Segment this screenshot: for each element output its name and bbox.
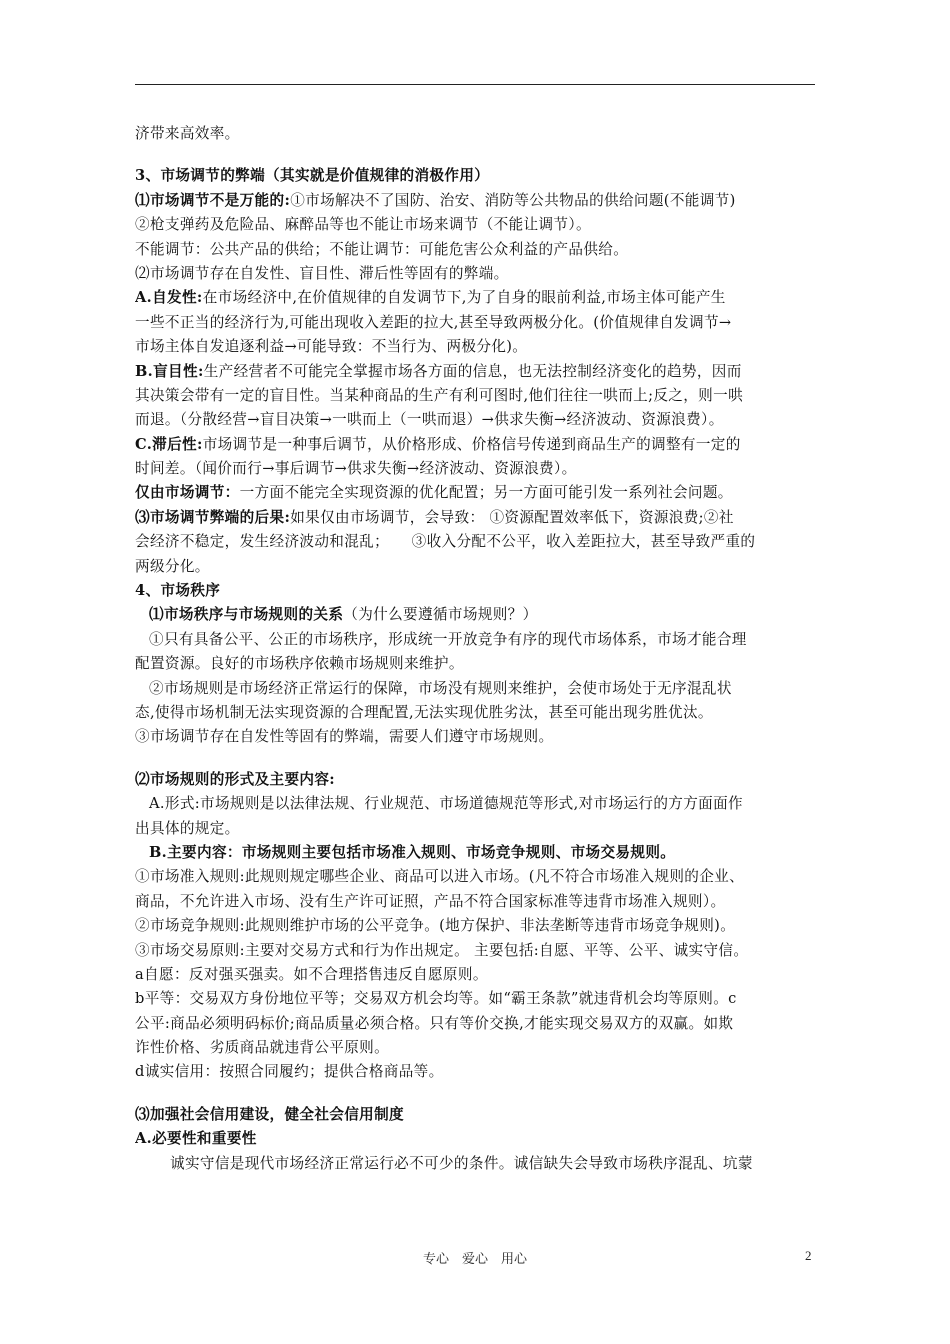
line-text: 其决策会带有一定的盲目性。当某种商品的生产有利可图时,他们往往一哄而上;反之，则一哄 [135, 386, 744, 404]
text-line [135, 335, 817, 359]
line-text: ①市场准入规则:此规则规定哪些企业、商品可以进入市场。(凡不符合市场准入规则的企业、 [135, 868, 745, 886]
line-text: ⑵市场调节存在自发性、盲目性、滞后性等固有的弊端。 [135, 264, 509, 282]
line-text: ③市场交易原则:主要对交易方式和行为作出规定。 主要包括:自愿、平等、公平、诚实守信。 [135, 941, 749, 959]
text-line [135, 555, 817, 579]
line-text: 商品，不允许进入市场、没有生产许可证照，产品不符合国家标准等违背市场准入规则）。 [135, 892, 726, 910]
text-line [135, 238, 817, 262]
text-line [135, 725, 817, 749]
text-line [135, 122, 817, 146]
bold-label: B.盲目性: [135, 362, 204, 380]
paragraph-gap [135, 1085, 817, 1103]
text-line [135, 1152, 817, 1176]
text-line [135, 677, 817, 701]
bold-label: ⑴市场调节不是万能的: [135, 191, 291, 209]
line-text: ②市场竞争规则:此规则维护市场的公平竞争。(地方保护、非法垄断等违背市场竞争规则)。 [135, 917, 736, 935]
paragraph-gap [135, 146, 817, 164]
line-text: ③市场调节存在自发性等固有的弊端，需要人们遵守市场规则。 [135, 728, 554, 746]
text-line [135, 506, 817, 530]
line-text: 不能调节：公共产品的供给；不能让调节：可能危害公众利益的产品供给。 [135, 240, 629, 258]
text-line [135, 481, 817, 505]
paragraph-gap [135, 750, 817, 768]
text-line [135, 603, 817, 627]
document-body [135, 122, 817, 1176]
line-text: 济带来高效率。 [135, 125, 240, 142]
line-text: A.形式:市场规则是以法律法规、行业规范、市场道德规范等形式,对市场运行的方方面面作 [149, 795, 743, 813]
section-heading [135, 1103, 817, 1127]
bold-label: C.滞后性: [135, 435, 203, 453]
text-line [135, 987, 817, 1011]
line-text: 时间差。（闻价而行→事后调节→供求失衡→经济波动、资源浪费）。 [135, 460, 577, 478]
text-line [135, 890, 817, 914]
text-line [135, 311, 817, 335]
bold-label: 仅由市场调节： [135, 484, 240, 502]
text-line [135, 1060, 817, 1084]
line-text: 而退。（分散经营→盲目决策→一哄而上（一哄而退）→供求失衡→经济波动、资源浪费）。 [135, 411, 724, 429]
text-line [135, 433, 817, 457]
bold-label: A.必要性和重要性 [135, 1130, 257, 1148]
bold-label: 4、市场秩序 [135, 582, 221, 600]
bold-label: ⑵市场规则的形式及主要内容: [135, 770, 336, 788]
text-line [135, 1036, 817, 1060]
bold-label: ⑴市场秩序与市场规则的关系 [149, 606, 344, 624]
line-text: 诈性价格、劣质商品就违背公平原则。 [135, 1039, 390, 1057]
line-text: a自愿：反对强买强卖。如不合理搭售违反自愿原则。 [135, 965, 488, 983]
text-line [135, 530, 817, 554]
line-text: 公平:商品必须明码标价;商品质量必须合格。只有等价交换,才能实现交易双方的双赢。如欺 [135, 1014, 734, 1032]
bold-label: B.主要内容：市场规则主要包括市场准入规则、市场竞争规则、市场交易规则。 [149, 843, 676, 861]
text-line [135, 1012, 817, 1036]
bold-label: ⑶市场调节弊端的后果: [135, 508, 291, 526]
text-line [135, 865, 817, 889]
line-text: 出具体的规定。 [135, 819, 240, 837]
line-text: 生产经营者不可能完全掌握市场各方面的信息，也无法控制经济变化的趋势，因而 [203, 362, 742, 380]
line-text: ②枪支弹药及危险品、麻醉品等也不能让市场来调节（不能让调节）。 [135, 216, 591, 234]
text-line [135, 408, 817, 432]
line-text: 一方面不能完全实现资源的优化配置；另一方面可能引发一系列社会问题。 [239, 484, 733, 502]
section-heading [135, 164, 817, 188]
line-text: 配置资源。良好的市场秩序依赖市场规则来维护。 [135, 655, 464, 673]
line-text: b平等：交易双方身份地位平等；交易双方机会均等。如“霸王条款”就违背机会均等原则。c [135, 990, 737, 1008]
text-line [135, 213, 817, 237]
text-line [135, 701, 817, 725]
line-text: （为什么要遵循市场规则？） [343, 606, 538, 624]
line-text: 市场调节是一种事后调节，从价格形成、价格信号传递到商品生产的调整有一定的 [202, 435, 741, 453]
text-line [135, 914, 817, 938]
line-text: 态,使得市场机制无法实现资源的合理配置,无法实现优胜劣汰，甚至可能出现劣胜优汰。 [135, 703, 713, 721]
line-text: 一些不正当的经济行为,可能出现收入差距的拉大,甚至导致两极分化。(价值规律自发调节→ [135, 313, 732, 331]
text-line [135, 628, 817, 652]
section-heading [135, 579, 817, 603]
bold-label: ⑶加强社会信用建设，健全社会信用制度 [135, 1105, 404, 1123]
bold-label: A.自发性: [135, 289, 203, 307]
line-text: 两级分化。 [135, 557, 210, 575]
line-text: 如果仅由市场调节，会导致： ①资源配置效率低下，资源浪费;②社 [290, 508, 734, 526]
text-line [135, 963, 817, 987]
text-line [135, 792, 817, 816]
text-line [135, 189, 817, 213]
line-text: d诚实信用：按照合同履约；提供合格商品等。 [135, 1063, 444, 1081]
text-line [135, 262, 817, 286]
text-line [135, 286, 817, 310]
section-heading [135, 768, 817, 792]
text-line [135, 939, 817, 963]
line-text: 会经济不稳定，发生经济波动和混乱； ③收入分配不公平，收入差距拉大，甚至导致严重的 [135, 533, 756, 551]
section-heading [135, 841, 817, 865]
text-line [135, 457, 817, 481]
text-line [135, 817, 817, 841]
text-line [135, 384, 817, 408]
line-text: ①只有具备公平、公正的市场秩序，形成统一开放竞争有序的现代市场体系，市场才能合理 [149, 630, 747, 648]
line-text: 在市场经济中,在价值规律的自发调节下,为了自身的眼前利益,市场主体可能产生 [202, 289, 726, 307]
line-text: 诚实守信是现代市场经济正常运行必不可少的条件。诚信缺失会导致市场秩序混乱、坑蒙 [170, 1154, 753, 1172]
page-number: 2 [805, 1248, 812, 1263]
bold-label: 3、市场调节的弊端（其实就是价值规律的消极作用） [135, 167, 490, 185]
text-line [135, 652, 817, 676]
section-heading [135, 1127, 817, 1151]
text-line [135, 360, 817, 384]
line-text: ①市场解决不了国防、治安、消防等公共物品的供给问题(不能调节) [290, 191, 736, 209]
header-rule [135, 84, 815, 85]
line-text: 市场主体自发追逐利益→可能导致：不当行为、两极分化)。 [135, 338, 528, 356]
line-text: ②市场规则是市场经济正常运行的保障，市场没有规则来维护，会使市场处于无序混乱状 [149, 679, 732, 697]
footer-motto: 专心 爱心 用心 [422, 1252, 527, 1267]
